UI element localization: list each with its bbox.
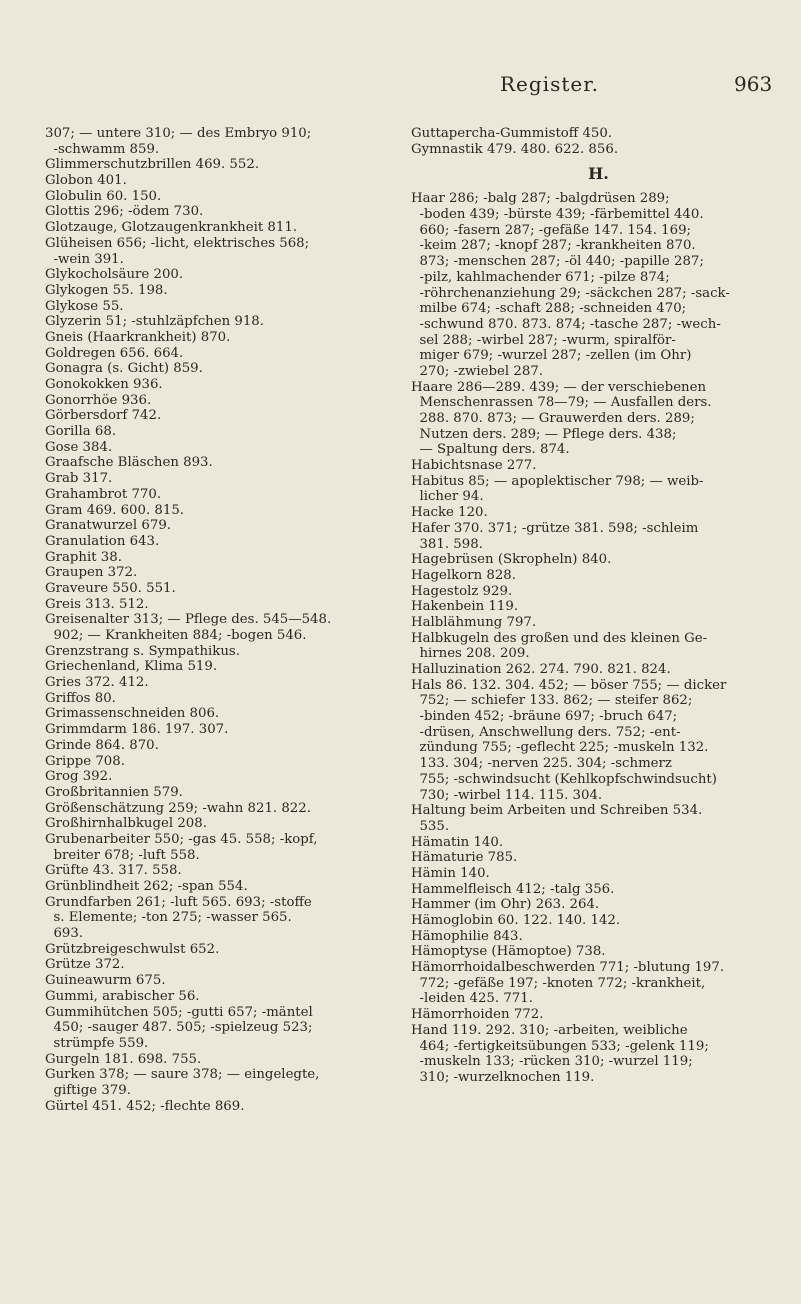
index-entry-line: Gram 469. 600. 815. [45, 502, 185, 518]
index-entry-line: Hakenbein 119. [411, 599, 519, 615]
index-entry-line: Hämorrhoiden 772. [411, 1007, 544, 1023]
index-entry-line: Granatwurzel 679. [45, 518, 172, 534]
index-entry-line: Großbritannien 579. [45, 784, 183, 800]
index-entry-line: Haar 286; -balg 287; -balgdrüsen 289; [411, 191, 670, 207]
index-entry-line: Grab 317. [45, 471, 113, 487]
index-entry-line: Glotzauge, Glotzaugenkrankheit 811. [45, 220, 298, 236]
index-entry-line: Guineawurm 675. [45, 973, 166, 989]
index-entry-line: 752; — schiefer 133. 862; — steifer 862; [411, 693, 693, 709]
index-entry-line: Gonorrhöe 936. [45, 392, 152, 408]
section-heading: H. [588, 164, 609, 184]
index-entry-line: -keim 287; -knopf 287; -krankheiten 870. [411, 238, 696, 254]
index-entry-line: Gonagra (s. Gicht) 859. [45, 361, 203, 377]
index-entry-line: Graphit 38. [45, 549, 122, 565]
index-entry-line: 307; — untere 310; — des Embryo 910; [45, 126, 312, 141]
index-entry-line: -leiden 425. 771. [411, 991, 533, 1007]
index-entry-line: 464; -fertigkeitsübungen 533; -gelenk 119; [411, 1038, 709, 1054]
index-entry-line: milbe 674; -schaft 288; -schneiden 470; [411, 301, 687, 317]
index-entry-line: Goldregen 656. 664. [45, 345, 184, 361]
index-entry-line: Gneis (Haarkrankheit) 870. [45, 329, 231, 345]
index-entry-line: 902; — Krankheiten 884; -bogen 546. [45, 628, 307, 643]
page-header [0, 72, 801, 96]
index-entry-line: Greis 313. 512. [45, 596, 149, 612]
index-column-left [45, 126, 410, 1114]
index-entry-line: Hämatin 140. [411, 834, 504, 850]
index-entry-line: 450; -sauger 487. 505; -spielzeug 523; [45, 1020, 313, 1036]
index-entry-line: Halbkugeln des großen und des kleinen Ge- [411, 630, 708, 646]
index-entry-line: -drüsen, Anschwellung ders. 752; -ent- [411, 724, 681, 740]
index-entry-line: sel 288; -wirbel 287; -wurm, spiralför- [411, 332, 676, 348]
index-entry-line: Großhirnhalbkugel 208. [45, 816, 207, 832]
index-entry-line: Griffos 80. [45, 690, 116, 706]
index-entry-line: Glyzerin 51; -stuhlzäpfchen 918. [45, 314, 264, 330]
index-entry-line: Gorilla 68. [45, 424, 117, 440]
index-entry-line: Habichtsnase 277. [411, 458, 537, 474]
index-entry-line: Hacke 120. [411, 505, 488, 521]
index-entry-line: Haare 286—289. 439; — der verschiebenen [411, 379, 707, 395]
index-entry-line: Granulation 643. [45, 533, 160, 549]
index-entry-line: Grüfte 43. 317. 558. [45, 863, 182, 879]
index-entry-line: Grünblindheit 262; -span 554. [45, 879, 248, 894]
index-entry-line: 772; -gefäße 197; -knoten 772; -krankheit, [411, 975, 706, 991]
index-entry-line: -röhrchenanziehung 29; -säckchen 287; -sack- [411, 285, 730, 301]
index-entry-line: -wein 391. [45, 251, 124, 267]
index-entry-line: 755; -schwindsucht (Kehlkopfschwindsucht) [411, 771, 717, 787]
index-entry-line: Hagebrüsen (Skropheln) 840. [411, 552, 612, 568]
index-entry-line: Glykose 55. [45, 298, 124, 314]
index-entry-line: Hämophilie 843. [411, 928, 523, 944]
index-entry-line: Grundfarben 261; -luft 565. 693; -stoffe [45, 894, 312, 910]
index-entry-line: Griechenland, Klima 519. [45, 659, 218, 675]
index-entry-line: — Spaltung ders. 874. [411, 442, 570, 458]
index-entry-line: Hals 86. 132. 304. 452; — böser 755; — dicker [411, 677, 727, 693]
index-entry-line: Habitus 85; — apoplektischer 798; — weib- [411, 473, 704, 489]
index-entry-line: breiter 678; -luft 558. [45, 847, 200, 863]
index-entry-line: Hämin 140. [411, 865, 490, 881]
index-entry-line: Grimassenschneiden 806. [45, 706, 220, 722]
index-entry-line: Hämoglobin 60. 122. 140. 142. [411, 913, 621, 928]
index-entry-line: Grog 392. [45, 769, 113, 785]
index-entry-line: zündung 755; -geflecht 225; -muskeln 132. [411, 740, 709, 756]
index-entry-line: strümpfe 559. [45, 1035, 149, 1051]
index-entry-line: Grützbreigeschwulst 652. [45, 941, 220, 957]
page-number: 963 [734, 72, 773, 96]
index-entry-line: 381. 598. [411, 536, 483, 552]
index-entry-line: Graupen 372. [45, 565, 138, 581]
index-entry-line: Grimmdarm 186. 197. 307. [45, 722, 229, 738]
index-entry-line: 310; -wurzelknochen 119. [411, 1069, 595, 1085]
index-entry-line: Görbersdorf 742. [45, 408, 162, 424]
index-entry-line: Gose 384. [45, 439, 113, 455]
index-entry-line: Gonokokken 936. [45, 377, 163, 392]
index-entry-line: Glottis 296; -ödem 730. [45, 204, 204, 220]
index-entry-line: -muskeln 133; -rücken 310; -wurzel 119; [411, 1054, 693, 1070]
index-entry-line: Halluzination 262. 274. 790. 821. 824. [411, 662, 671, 677]
index-entry-line: -binden 452; -bräune 697; -bruch 647; [411, 709, 678, 725]
index-entry-line: Glykocholsäure 200. [45, 267, 184, 283]
index-entry-line: Gymnastik 479. 480. 622. 856. [411, 141, 619, 157]
index-entry-line: 270; -zwiebel 287. [411, 363, 544, 379]
index-entry-line: 288. 870. 873; — Grauwerden ders. 289; [411, 411, 695, 426]
index-entry-line: s. Elemente; -ton 275; -wasser 565. [45, 910, 292, 926]
index-entry-line: Hammelfleisch 412; -talg 356. [411, 881, 615, 897]
index-entry-line: 730; -wirbel 114. 115. 304. [411, 787, 603, 803]
index-entry-line: Gummi, arabischer 56. [45, 988, 200, 1004]
index-entry-line: Gries 372. 412. [45, 675, 149, 691]
index-column-right [411, 126, 786, 1086]
index-entry-line: Hammer (im Ohr) 263. 264. [411, 897, 600, 913]
index-entry-line: -schwamm 859. [45, 141, 160, 157]
index-entry-line: Gürtel 451. 452; -flechte 869. [45, 1098, 245, 1114]
index-entry-line: Grahambrot 770. [45, 486, 162, 502]
index-entry-line: -boden 439; -bürste 439; -färbemittel 440. [411, 207, 704, 223]
index-entry-line: 693. [45, 926, 84, 942]
index-entry-line: Greisenalter 313; — Pflege des. 545—548. [45, 612, 332, 628]
index-entry-line: Grinde 864. 870. [45, 737, 159, 753]
index-entry-line: Größenschätzung 259; -wahn 821. 822. [45, 800, 311, 816]
index-entry-line: 535. [411, 818, 450, 834]
index-entry-line: 133. 304; -nerven 225. 304; -schmerz [411, 756, 672, 772]
index-entry-line: -schwund 870. 873. 874; -tasche 287; -wech- [411, 316, 721, 332]
index-entry-line: Graafsche Bläschen 893. [45, 455, 213, 471]
index-entry-line: licher 94. [411, 489, 484, 505]
index-entry-line: Glykogen 55. 198. [45, 282, 168, 298]
index-entry-line: Grubenarbeiter 550; -gas 45. 558; -kopf, [45, 831, 318, 847]
index-entry-line: Glüheisen 656; -licht, elektrisches 568; [45, 235, 310, 251]
index-entry-line: Halblähmung 797. [411, 614, 537, 630]
index-entry-line: Nutzen ders. 289; — Pflege ders. 438; [411, 426, 677, 442]
index-entry-line: 873; -menschen 287; -öl 440; -papille 287; [411, 254, 704, 270]
index-entry-line: Hagelkorn 828. [411, 567, 516, 583]
index-entry-line: Hämoptyse (Hämoptoe) 738. [411, 944, 606, 960]
index-entry-line: Hämorrhoidalbeschwerden 771; -blutung 197. [411, 960, 725, 976]
index-entry-line: Grütze 372. [45, 957, 125, 973]
index-entry-line: hirnes 208. 209. [411, 646, 530, 662]
index-entry-line: Hafer 370. 371; -grütze 381. 598; -schleim [411, 520, 699, 536]
index-entry-line: Glimmerschutzbrillen 469. 552. [45, 157, 260, 173]
index-entry-line: Gummihütchen 505; -gutti 657; -mäntel [45, 1004, 313, 1020]
index-entry-line: -pilz, kahlmachender 671; -pilze 874; [411, 269, 670, 285]
index-entry-line: Hand 119. 292. 310; -arbeiten, weibliche [411, 1022, 688, 1038]
index-entry-line: Gurgeln 181. 698. 755. [45, 1051, 202, 1067]
index-entry-line: miger 679; -wurzel 287; -zellen (im Ohr) [411, 348, 692, 364]
running-title: Register. [500, 72, 599, 96]
index-entry-line: giftige 379. [45, 1082, 131, 1098]
index-entry-line: Globulin 60. 150. [45, 188, 162, 204]
index-entry-line: Grenzstrang s. Sympathikus. [45, 643, 240, 659]
index-entry-line: 660; -fasern 287; -gefäße 147. 154. 169; [411, 222, 692, 238]
index-entry-line: Globon 401. [45, 173, 127, 189]
index-entry-line: Menschenrassen 78—79; — Ausfallen ders. [411, 395, 712, 411]
index-entry-line: Graveure 550. 551. [45, 580, 176, 596]
index-entry-line: Hämaturie 785. [411, 850, 518, 866]
index-entry-line: Guttapercha-Gummistoff 450. [411, 126, 613, 141]
index-entry-line: Haltung beim Arbeiten und Schreiben 534. [411, 803, 703, 819]
index-entry-line: Hagestolz 929. [411, 583, 513, 599]
index-entry-line: Gurken 378; — saure 378; — eingelegte, [45, 1067, 320, 1083]
index-entry-line: Grippe 708. [45, 753, 125, 769]
